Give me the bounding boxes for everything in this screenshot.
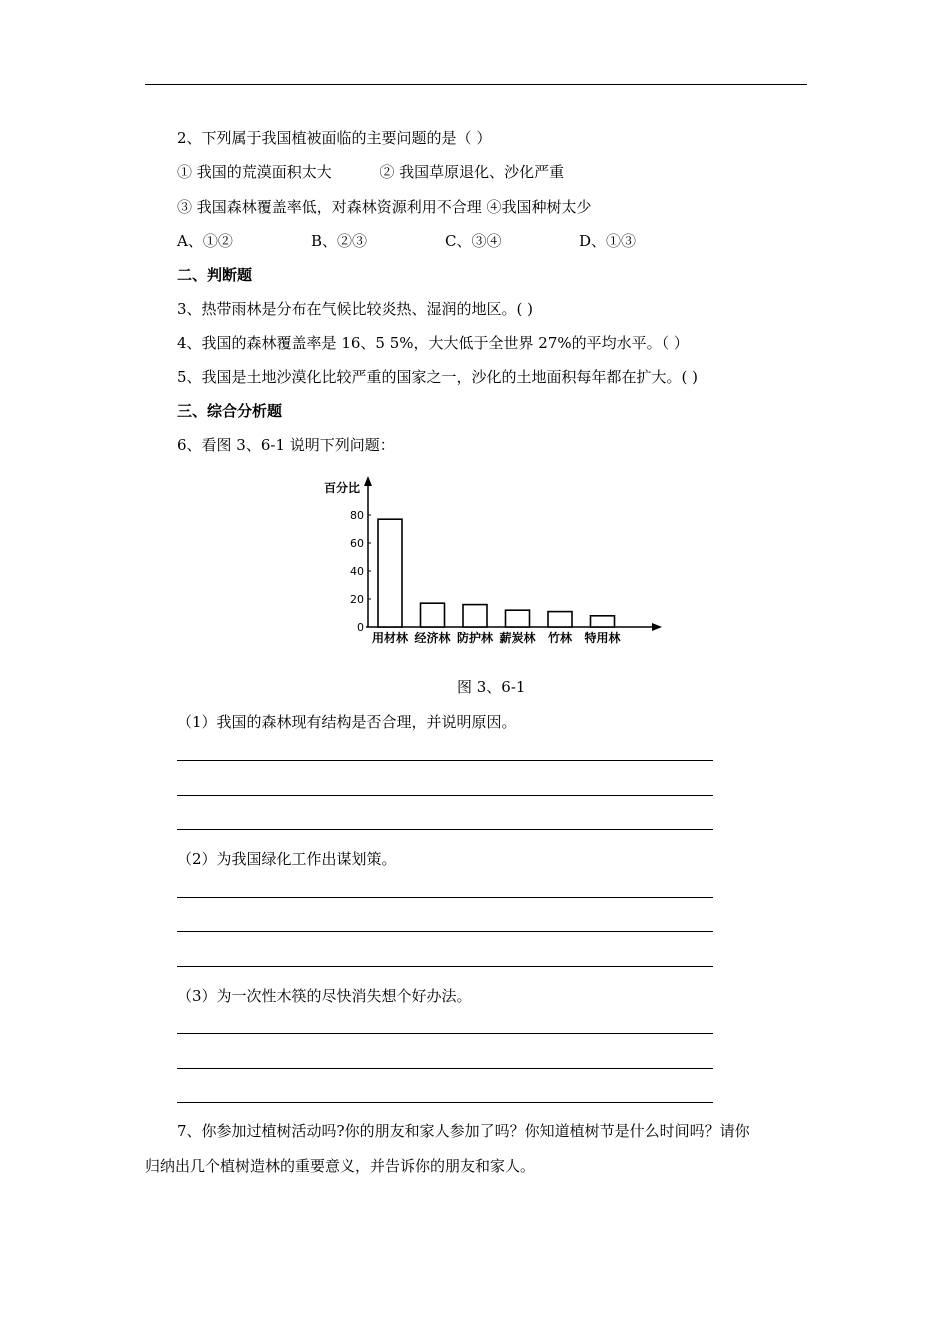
figure-caption: 图 3、6-1 [457,678,526,696]
q2-options-row2: ③ 我国森林覆盖率低，对森林资源利用不合理 ④我国种树太少 [177,198,592,216]
section-analysis-title: 三、综合分析题 [177,402,283,420]
bar [506,610,530,627]
answer-line[interactable] [177,966,713,967]
x-tick-label: 薪炭林 [499,631,536,645]
x-tick-label: 经济林 [414,631,451,645]
answer-line[interactable] [177,1033,713,1034]
x-tick-label: 用材林 [371,631,409,645]
y-tick-label: 80 [350,509,364,522]
q6-sub1: （1）我国的森林现有结构是否合理，并说明原因。 [177,713,517,731]
section-judgement-title: 二、判断题 [177,266,253,284]
y-tick-label: 60 [350,537,364,550]
q6-stem: 6、看图 3、6-1 说明下列问题： [177,436,395,454]
y-tick-label: 20 [350,593,364,606]
choice-b: B、②③ [311,232,368,250]
x-axis-arrow [652,623,662,631]
answer-line[interactable] [177,795,713,796]
q6-sub3: （3）为一次性木筷的尽快消失想个好办法。 [177,987,472,1005]
bar [463,605,487,627]
bar [591,616,615,627]
q2-options-row1 [177,161,564,182]
y-axis-arrow [364,476,372,486]
header-rule [145,84,807,85]
forest-structure-chart [318,470,668,655]
q7-line1: 7、你参加过植树活动吗?你的朋友和家人参加了吗？你知道植树节是什么时间吗？请你 [177,1122,750,1140]
y-axis-label: 百分比 [324,481,361,495]
q3-text: 3、热带雨林是分布在气候比较炎热、湿润的地区。( ) [177,300,534,318]
bar [548,612,572,627]
x-tick-label: 特用林 [584,631,621,645]
q4-text: 4、我国的森林覆盖率是 16、5 5%，大大低于全世界 27%的平均水平。（ ） [177,334,689,352]
y-tick-label: 0 [357,621,364,634]
q6-sub2: （2）为我国绿化工作出谋划策。 [177,850,397,868]
q2-option-2: ② 我国草原退化、沙化严重 [379,163,565,181]
bar [378,519,402,627]
answer-line[interactable] [177,1068,713,1069]
q2-stem: 2、下列属于我国植被面临的主要问题的是（ ） [177,129,492,147]
choice-c: C、③④ [445,232,502,250]
choice-d: D、①③ [579,232,637,250]
choice-a: A、①② [177,232,233,250]
q7-line2: 归纳出几个植树造林的重要意义，并告诉你的朋友和家人。 [145,1157,536,1175]
answer-line[interactable] [177,897,713,898]
answer-line[interactable] [177,931,713,932]
answer-line[interactable] [177,760,713,761]
answer-line[interactable] [177,1102,713,1103]
q2-option-1: ① 我国的荒漠面积太大 [177,163,332,181]
answer-line[interactable] [177,829,713,830]
bar [421,603,445,627]
y-tick-label: 40 [350,565,364,578]
x-tick-label: 防护林 [456,631,494,645]
x-tick-label: 竹林 [547,631,573,645]
q5-text: 5、我国是土地沙漠化比较严重的国家之一，沙化的土地面积每年都在扩大。( ) [177,368,699,386]
